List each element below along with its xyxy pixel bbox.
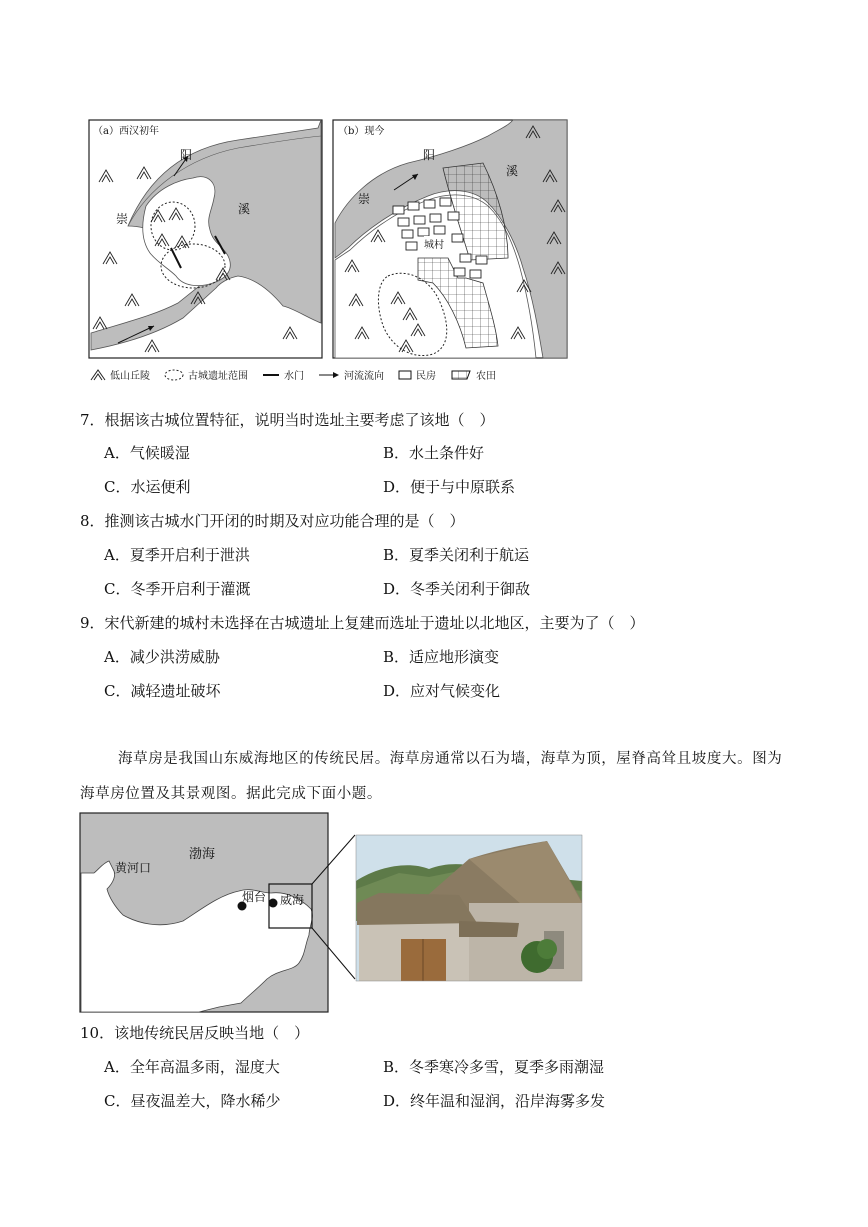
q10-option-a[interactable]: A．全年高温多雨，湿度大 [104, 1058, 280, 1076]
question-10-stem: 10．该地传统民居反映当地（ ） [80, 1024, 310, 1042]
q9-option-b[interactable]: B．适应地形演变 [383, 648, 500, 666]
bar-icon [262, 369, 280, 381]
legend-label: 古城遗址范围 [188, 371, 248, 382]
legend-label: 低山丘陵 [110, 371, 150, 382]
q7-option-b[interactable]: B．水土条件好 [383, 444, 485, 462]
river-char-chong-b: 崇 [358, 192, 371, 206]
grid-icon [450, 369, 472, 381]
legend-water-gate [262, 367, 304, 382]
q10-option-b[interactable]: B．冬季寒冷多雪，夏季多雨潮湿 [383, 1058, 605, 1076]
river-char-chong-a: 崇 [116, 212, 129, 226]
q7-option-c[interactable]: C．水运便利 [104, 478, 191, 496]
ancient-city-maps-svg [88, 118, 578, 386]
legend-label: 农田 [476, 371, 496, 382]
legend-farmland [450, 367, 496, 382]
q9-option-c[interactable]: C．减轻遗址破坏 [104, 682, 221, 700]
panel-b-label: （b）现今 [336, 122, 386, 137]
question-9-stem: 9．宋代新建的城村未选择在古城遗址上复建而选址于遗址以北地区，主要为了（ ） [80, 614, 645, 632]
legend-label: 河流流向 [344, 371, 384, 382]
question-7-stem: 7．根据该古城位置特征，说明当时选址主要考虑了该地（ ） [80, 411, 495, 429]
panel-a-label: （a）西汉初年 [91, 122, 161, 137]
label-huanghekou: 黄河口 [115, 861, 152, 875]
village-label: 城村 [424, 236, 444, 251]
panel-b-map [333, 120, 567, 358]
q8-option-c[interactable]: C．冬季开启利于灌溉 [104, 580, 251, 598]
q10-option-c[interactable]: C．昼夜温差大，降水稀少 [104, 1092, 281, 1110]
hill-icon [90, 369, 106, 381]
q10-option-d[interactable]: D．终年温和湿润，沿岸海雾多发 [383, 1092, 606, 1110]
passage-line-2: 海草房位置及其景观图。据此完成下面小题。 [80, 786, 382, 802]
q8-option-a[interactable]: A．夏季开启利于泄洪 [104, 546, 250, 564]
haicaofang-photo [356, 835, 582, 981]
river-char-yang-a: 阳 [180, 148, 193, 162]
q8-option-d[interactable]: D．冬季关闭利于御敌 [383, 580, 531, 598]
legend-label: 民房 [416, 371, 436, 382]
figure-ancient-city-maps [88, 118, 578, 386]
legend-ruins [164, 367, 248, 382]
figure-haicaofang [79, 811, 589, 1016]
question-8-stem: 8．推测该古城水门开闭的时期及对应功能合理的是（ ） [80, 512, 465, 530]
legend-hill [90, 367, 150, 382]
passage-line-1: 海草房是我国山东威海地区的传统民居。海草房通常以石为墙，海草为顶，屋脊高耸且坡度大。图为 [118, 751, 783, 767]
figure1-legend [90, 367, 578, 382]
legend-house [398, 367, 436, 382]
q9-option-d[interactable]: D．应对气候变化 [383, 682, 501, 700]
label-yantai: 烟台 [242, 890, 267, 904]
rect-icon [398, 369, 412, 381]
arrow-icon [318, 369, 340, 381]
label-weihai: 威海 [280, 893, 305, 907]
q7-option-a[interactable]: A．气候暖湿 [104, 444, 190, 462]
dashed-oval-icon [164, 369, 184, 381]
label-bohai: 渤海 [189, 847, 216, 862]
legend-label: 水门 [284, 371, 304, 382]
legend-flow [318, 367, 384, 382]
river-char-xi-b: 溪 [506, 164, 519, 178]
q8-option-b[interactable]: B．夏季关闭利于航运 [383, 546, 530, 564]
river-char-xi-a: 溪 [238, 202, 251, 216]
river-char-yang-b: 阳 [423, 148, 436, 162]
panel-a-map [89, 120, 322, 358]
q7-option-d[interactable]: D．便于与中原联系 [383, 478, 516, 496]
q9-option-a[interactable]: A．减少洪涝威胁 [104, 648, 220, 666]
haicaofang-map-svg [79, 811, 589, 1016]
